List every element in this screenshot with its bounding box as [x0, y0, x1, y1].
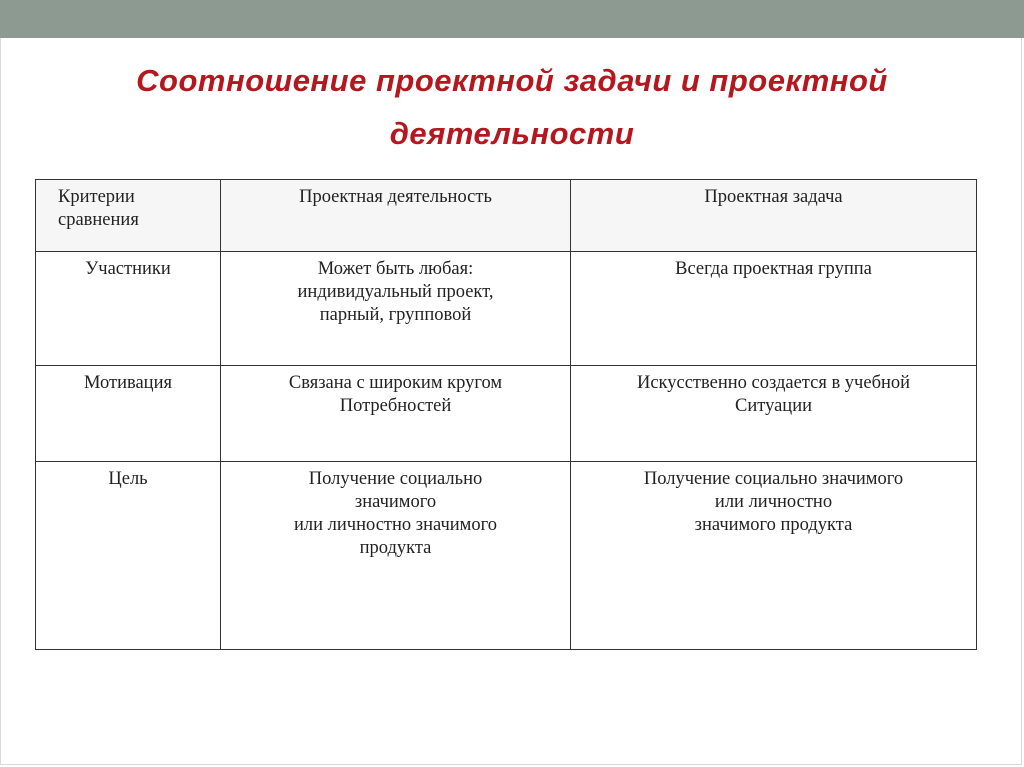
row-participants-activity: Может быть любая: индивидуальный проект, парный, групповой	[221, 252, 571, 366]
row-participants-criterion: Участники	[36, 252, 221, 366]
row-goal-task: Получение социально значимого или личностно значимого продукта	[571, 462, 977, 650]
header-project-task: Проектная задача	[571, 180, 977, 252]
row-motivation-task: Искусственно создается в учебной Ситуации	[571, 366, 977, 462]
row-motivation-activity: Связана с широким кругом Потребностей	[221, 366, 571, 462]
comparison-table	[35, 179, 977, 650]
row-participants-task: Всегда проектная группа	[571, 252, 977, 366]
slide-title-line-2: деятельности	[389, 116, 635, 151]
top-band	[0, 0, 1024, 38]
table-row	[36, 366, 977, 462]
slide-title	[20, 54, 1004, 160]
row-motivation-criterion: Мотивация	[36, 366, 221, 462]
header-criteria: Критерии сравнения	[36, 180, 221, 252]
slide-title-line-1: Соотношение проектной задачи и проектной	[136, 63, 888, 98]
header-project-activity: Проектная деятельность	[221, 180, 571, 252]
table-row	[36, 462, 977, 650]
table-row	[36, 252, 977, 366]
table-header-row	[36, 180, 977, 252]
row-goal-criterion: Цель	[36, 462, 221, 650]
row-goal-activity: Получение социально значимого или личностно значимого продукта	[221, 462, 571, 650]
